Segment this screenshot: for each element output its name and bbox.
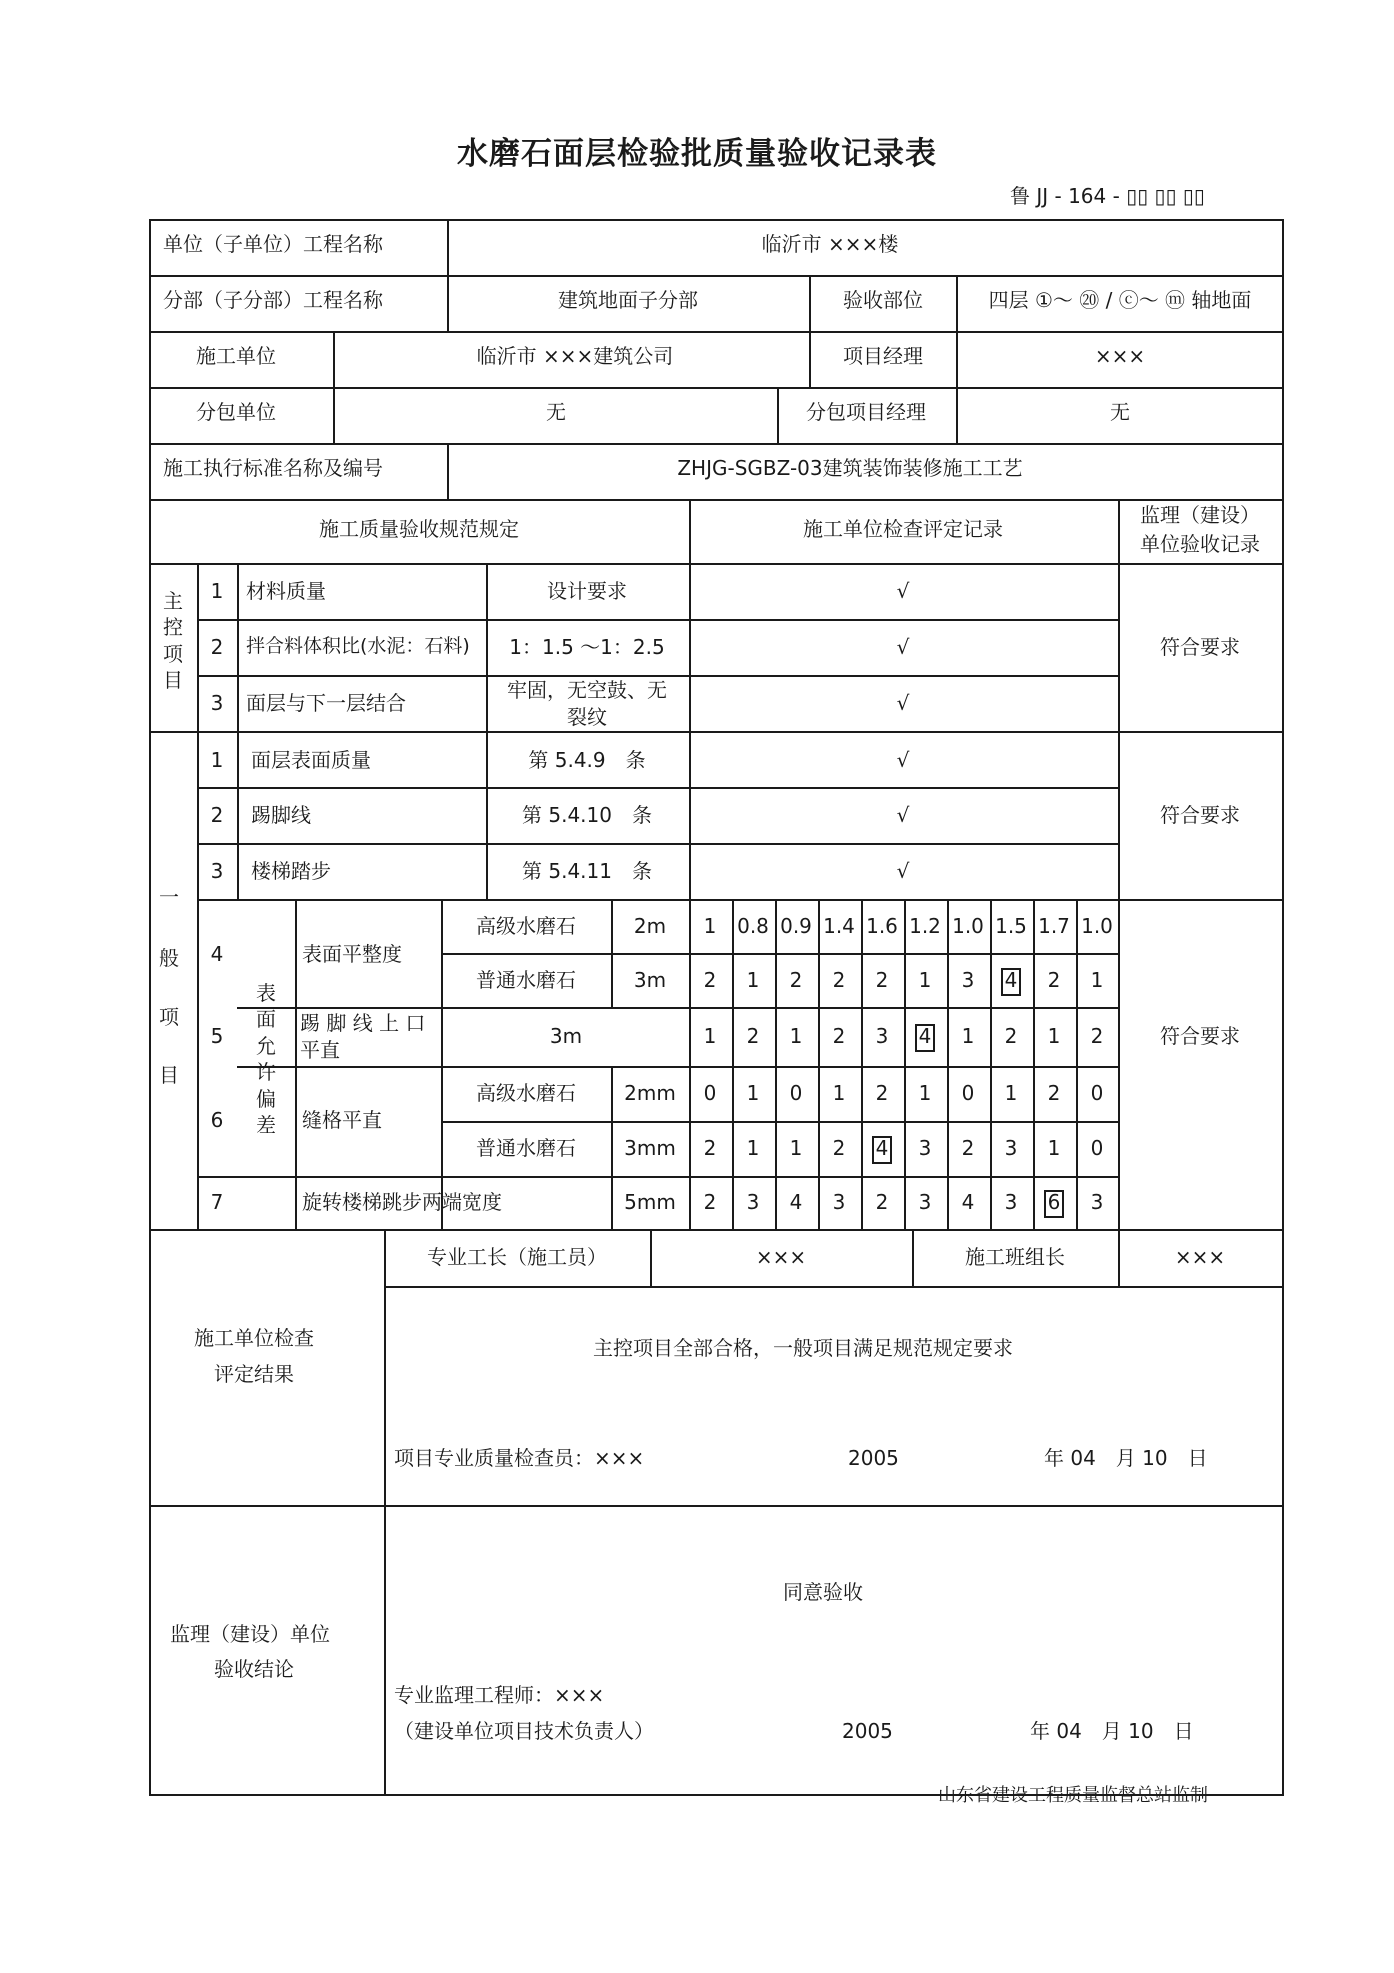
deviation-value-cell: 1 [1047,1136,1061,1160]
contractor-result-label-2: 评定结果 [214,1362,294,1386]
deviation-value-cell: 2 [1004,1024,1018,1048]
main-row-1-item: 材料质量 [246,579,326,603]
deviation-value-cell: 0 [789,1081,803,1105]
deviation-value-cell: 6 [1047,1190,1061,1214]
deviation-value-cell: 1 [918,968,932,992]
subsection-label: 分部（子分部）工程名称 [163,288,383,312]
project-manager-value: ××× [1094,344,1146,368]
general-row-2-req: 第 5.4.10 条 [522,803,652,827]
deviation-value-cell: 2 [746,1024,760,1048]
deviation-row-6a-limit: 2mm [624,1081,676,1105]
main-row-1-no: 1 [210,579,224,603]
main-row-2-item: 拌合料体积比(水泥：石料) [246,635,470,657]
deviation-value-cell: 3 [961,968,975,992]
deviation-value-cell: 3 [1004,1190,1018,1214]
deviation-value-cell: 0.9 [780,914,812,938]
deviation-value-cell: 2 [832,968,846,992]
deviation-value-cell: 3 [832,1190,846,1214]
deviation-value-cell: 1.2 [909,914,941,938]
general-result: 符合要求 [1160,803,1240,827]
deviation-row-4b-sub: 普通水磨石 [476,968,576,992]
supervision-column-header-2: 单位验收记录 [1140,532,1260,556]
deviation-value-cell: 1 [832,1081,846,1105]
deviation-value-cell: 1 [703,914,717,938]
contractor-label: 施工单位 [196,344,276,368]
deviation-value-cell: 1 [746,1136,760,1160]
general-row-2-check: √ [896,803,910,827]
deviation-row-4a-sub: 高级水磨石 [476,914,576,938]
deviation-value-cell: 1.0 [952,914,984,938]
deviation-value-cell: 3 [918,1136,932,1160]
deviation-value-cell: 1.0 [1081,914,1113,938]
general-row-2-no: 2 [210,803,224,827]
deviation-value-cell: 3 [875,1024,889,1048]
general-row-1-no: 1 [210,748,224,772]
deviation-value-cell: 2 [875,968,889,992]
main-row-1-check: √ [896,579,910,603]
general-row-1-check: √ [896,748,910,772]
standard-label: 施工执行标准名称及编号 [163,456,383,480]
deviation-value-cell: 2 [789,968,803,992]
supervision-date-year: 2005 [842,1719,893,1743]
deviation-row-4b-limit: 3m [633,968,667,992]
general-row-3-req: 第 5.4.11 条 [522,859,652,883]
deviation-row-6a-sub: 高级水磨石 [476,1081,576,1105]
general-row-3-item: 楼梯踏步 [251,859,331,883]
subsection-value: 建筑地面子分部 [558,288,698,312]
unit-project-label: 单位（子单位）工程名称 [163,232,383,256]
deviation-value-cell: 1 [1090,968,1104,992]
deviation-value-cell: 4 [918,1024,932,1048]
deviation-row-5-item-line1: 踢 脚 线 上 口 [300,1011,426,1035]
main-row-3-req-line2: 裂纹 [567,705,607,729]
main-row-3-no: 3 [210,691,224,715]
project-manager-label: 项目经理 [843,344,923,368]
deviation-value-cell: 2 [703,1190,717,1214]
deviation-value-cell: 0 [961,1081,975,1105]
deviation-value-cell: 4 [789,1190,803,1214]
sub-manager-value: 无 [1110,400,1130,424]
deviation-row-5-item-line2: 平直 [300,1038,340,1062]
deviation-value-cell: 1 [961,1024,975,1048]
general-row-2-item: 踢脚线 [251,803,311,827]
general-group-label-2: 般 [159,946,179,970]
deviation-value-cell: 1 [789,1024,803,1048]
deviation-row-5-limit: 3m [549,1024,583,1048]
deviation-value-cell: 0 [1090,1136,1104,1160]
supervision-date-rest: 年 04 月 10 日 [1030,1719,1194,1743]
main-row-3-item: 面层与下一层结合 [246,691,406,715]
deviation-value-cell: 1.4 [823,914,855,938]
deviation-value-cell: 1 [1004,1081,1018,1105]
deviation-value-cell: 1.5 [995,914,1027,938]
standard-value: ZHJG-SGBZ-03建筑装饰装修施工工艺 [677,456,1023,480]
deviation-value-cell: 0 [703,1081,717,1105]
deviation-value-highlight-box [872,1136,892,1164]
general-row-1-item: 面层表面质量 [251,748,371,772]
deviation-value-cell: 3 [1004,1136,1018,1160]
spec-column-header: 施工质量验收规范规定 [319,517,519,541]
deviation-value-cell: 4 [1004,968,1018,992]
deviation-row-4-item: 表面平整度 [302,942,402,966]
team-leader-label: 施工班组长 [965,1245,1065,1269]
deviation-value-cell: 1.7 [1038,914,1070,938]
owner-label: （建设单位项目技术负责人） [394,1719,654,1743]
deviation-value-cell: 2 [1047,968,1061,992]
foreman-label: 专业工长（施工员） [427,1245,607,1269]
general-group-label-1: 一 [159,885,179,909]
deviation-value-cell: 0.8 [737,914,769,938]
general-row-1-req: 第 5.4.9 条 [528,748,646,772]
foreman-value: ××× [755,1245,807,1269]
deviation-value-cell: 3 [746,1190,760,1214]
deviation-group-label: 表 面 允 许 偏 差 [256,981,276,1137]
subcontractor-label: 分包单位 [196,400,276,424]
sub-manager-label: 分包项目经理 [806,400,926,424]
main-row-2-req: 1：1.5 ～1：2.5 [509,635,665,659]
general-row-3-check: √ [896,859,910,883]
general-group-label-3: 项 [159,1005,179,1029]
deviation-row-5-no: 5 [210,1024,224,1048]
supervision-label-2: 验收结论 [214,1657,294,1681]
deviation-value-cell: 2 [875,1190,889,1214]
general-row-3-no: 3 [210,859,224,883]
contractor-result-text: 主控项目全部合格，一般项目满足规范规定要求 [593,1336,1013,1360]
deviation-value-cell: 2 [1090,1024,1104,1048]
deviation-value-cell: 2 [961,1136,975,1160]
deviation-row-7-item: 旋转楼梯跳步两端宽度 [302,1190,502,1214]
deviation-value-cell: 2 [832,1024,846,1048]
team-leader-value: ××× [1174,1245,1226,1269]
subcontractor-value: 无 [546,400,566,424]
deviation-row-6b-sub: 普通水磨石 [476,1136,576,1160]
footer: 山东省建设工程质量监督总站监制 [938,1785,1208,1806]
main-control-result: 符合要求 [1160,635,1240,659]
deviation-value-cell: 0 [1090,1081,1104,1105]
deviation-value-cell: 4 [875,1136,889,1160]
supervision-label-1: 监理（建设）单位 [170,1622,330,1646]
deviation-value-cell: 2 [875,1081,889,1105]
deviation-row-6-no: 6 [210,1108,224,1132]
deviation-value-cell: 1.6 [866,914,898,938]
deviation-value-highlight-box [1001,968,1021,996]
deviation-row-4a-limit: 2m [633,914,667,938]
deviation-value-cell: 2 [703,968,717,992]
deviation-result: 符合要求 [1160,1024,1240,1048]
deviation-value-cell: 1 [1047,1024,1061,1048]
contractor-result-label-1: 施工单位检查 [194,1326,314,1350]
main-row-3-req-line1: 牢固，无空鼓、无 [507,678,667,702]
main-row-3-check: √ [896,691,910,715]
main-row-1-req: 设计要求 [547,579,627,603]
deviation-row-4-no: 4 [210,942,224,966]
deviation-value-cell: 3 [1090,1190,1104,1214]
deviation-value-cell: 1 [918,1081,932,1105]
supervision-column-header-1: 监理（建设） [1140,503,1260,527]
deviation-row-7-limit: 5mm [624,1190,676,1214]
deviation-value-cell: 1 [746,968,760,992]
deviation-row-7-no: 7 [210,1190,224,1214]
deviation-value-cell: 1 [703,1024,717,1048]
form-code: 鲁 JJ - 164 - ▯▯ ▯▯ ▯▯ [1010,184,1205,208]
acceptance-part-label: 验收部位 [843,288,923,312]
deviation-row-6b-limit: 3mm [624,1136,676,1160]
contractor-value: 临沂市 ×××建筑公司 [476,344,674,368]
general-group-label-4: 目 [159,1063,179,1087]
inspection-date-year: 2005 [848,1446,899,1470]
supervision-text: 同意验收 [783,1580,863,1604]
deviation-value-highlight-box [915,1024,935,1052]
acceptance-part-value: 四层 ①～ ⑳ / ⓒ～ ⓜ 轴地面 [988,288,1252,312]
deviation-row-6-item: 缝格平直 [302,1108,382,1132]
record-column-header: 施工单位检查评定记录 [803,517,1003,541]
main-control-group-label: 主 控 项 目 [163,589,183,693]
main-row-2-no: 2 [210,635,224,659]
deviation-value-cell: 4 [961,1190,975,1214]
engineer-label: 专业监理工程师：××× [394,1683,605,1707]
deviation-value-cell: 2 [703,1136,717,1160]
inspector-label: 项目专业质量检查员：××× [394,1446,645,1470]
deviation-value-highlight-box [1044,1190,1064,1218]
deviation-value-cell: 2 [832,1136,846,1160]
deviation-value-cell: 1 [746,1081,760,1105]
form-title: 水磨石面层检验批质量验收记录表 [457,136,937,172]
deviation-value-cell: 1 [789,1136,803,1160]
inspection-date-rest: 年 04 月 10 日 [1044,1446,1208,1470]
deviation-value-cell: 3 [918,1190,932,1214]
main-row-2-check: √ [896,635,910,659]
unit-project-value: 临沂市 ×××楼 [761,232,899,256]
deviation-value-cell: 2 [1047,1081,1061,1105]
